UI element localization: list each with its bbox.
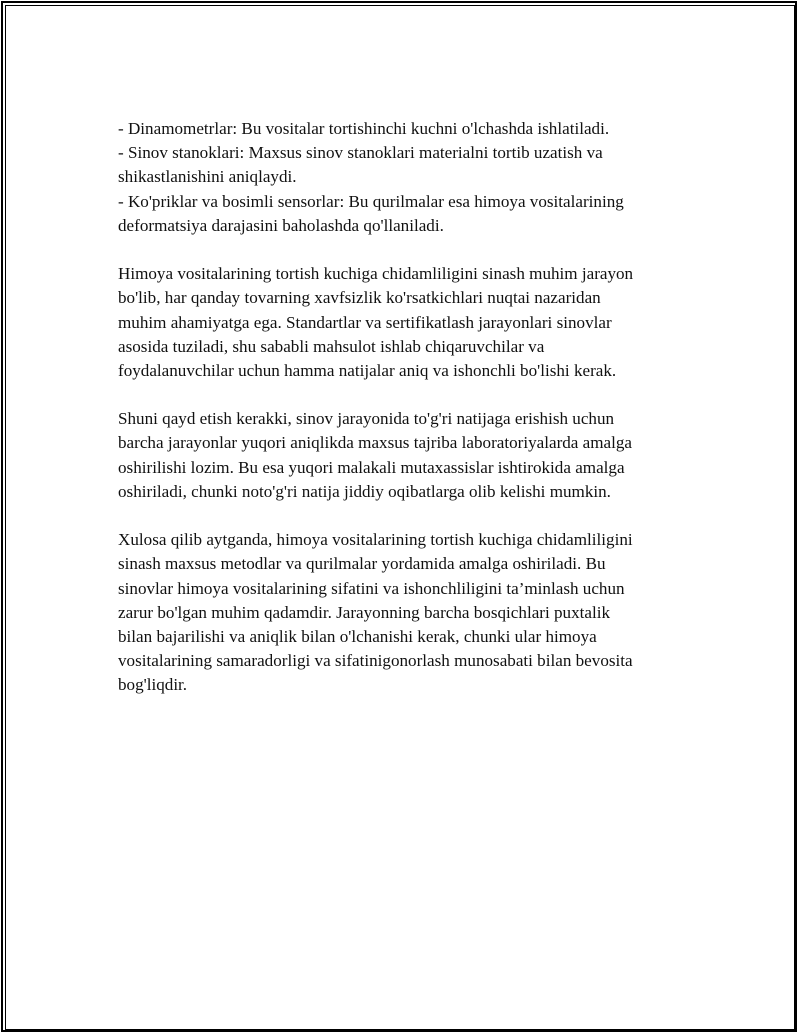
paragraph: [118, 528, 678, 697]
paragraph: [118, 407, 678, 504]
text-line: muhim ahamiyatga ega. Standartlar va sertifikatlash jarayonlari sinovlar: [118, 312, 612, 332]
tools-list: [118, 117, 678, 238]
text-line: foydalanuvchilar uchun hamma natijalar aniq va ishonchli bo'lishi kerak.: [118, 360, 617, 380]
text-line: shikastlanishini aniqlaydi.: [118, 167, 297, 187]
paragraph-spacer: [118, 504, 678, 528]
text-line: oshirilishi lozim. Bu esa yuqori malakali mutaxassislar ishtirokida amalga: [118, 457, 625, 477]
text-line: bilan bajarilishi va aniqlik bilan o'lchanishi kerak, chunki ular himoya: [118, 626, 597, 646]
text-line: Shuni qayd etish kerakki, sinov jarayonida to'g'ri natijaga erishish uchun: [118, 409, 615, 429]
document-body: [118, 117, 678, 698]
text-line: Xulosa qilib aytganda, himoya vositalarining tortish kuchiga chidamliligini: [118, 530, 633, 550]
text-line: deformatsiya darajasini baholashda qo'llaniladi.: [118, 215, 444, 235]
text-line: - Sinov stanoklari: Maxsus sinov stanoklari materialni tortib uzatish va: [118, 143, 603, 163]
text-line: Himoya vositalarining tortish kuchiga chidamliligini sinash muhim jarayon: [118, 264, 634, 284]
text-line: vositalarining samaradorligi va sifatinigonorlash munosabati bilan bevosita: [118, 651, 633, 671]
text-line: zarur bo'lgan muhim qadamdir. Jarayonning barcha bosqichlari puxtalik: [118, 602, 611, 622]
text-line: bo'lib, har qanday tovarning xavfsizlik ko'rsatkichlari nuqtai nazaridan: [118, 288, 601, 308]
text-line: sinash maxsus metodlar va qurilmalar yordamida amalga oshiriladi. Bu: [118, 554, 606, 574]
text-line: sinovlar himoya vositalarining sifatini va ishonchliligini ta’minlash uchun: [118, 578, 625, 598]
paragraph-spacer: [118, 383, 678, 407]
list-item: [118, 117, 678, 141]
text-line: barcha jarayonlar yuqori aniqlikda maxsus tajriba laboratoriyalarda amalga: [118, 433, 633, 453]
paragraph: [118, 262, 678, 383]
text-line: asosida tuziladi, shu sababli mahsulot ishlab chiqaruvchilar va: [118, 336, 545, 356]
list-item: [118, 141, 678, 189]
text-line: - Dinamometrlar: Bu vositalar tortishinchi kuchni o'lchashda ishlatiladi.: [118, 119, 610, 138]
list-item: [118, 190, 678, 238]
text-line: bog'liqdir.: [118, 675, 188, 695]
paragraph-spacer: [118, 238, 678, 262]
text-line: oshiriladi, chunki noto'g'ri natija jiddiy oqibatlarga olib kelishi mumkin.: [118, 481, 611, 501]
text-line: - Ko'priklar va bosimli sensorlar: Bu qurilmalar esa himoya vositalarining: [118, 191, 624, 211]
